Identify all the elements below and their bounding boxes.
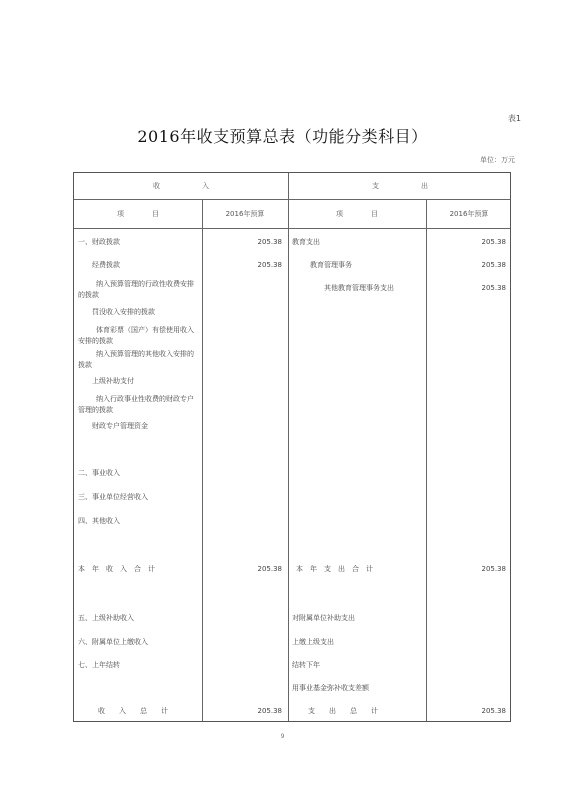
- grand-expense-label: 支 出 总 计: [308, 707, 378, 715]
- expense-item-header: 项 目: [336, 210, 378, 218]
- income-row-label: 四、其他收入: [78, 517, 120, 525]
- unit-label: 单位：万元: [480, 156, 515, 164]
- grand-expense-value: 205.38: [481, 707, 506, 715]
- income-row-label: 纳入预算管理的其他收入安排的拨款: [78, 350, 194, 369]
- income-row-label: 二、事业收入: [78, 469, 120, 477]
- lower-expense-label: 对附属单位补助支出: [292, 614, 355, 622]
- lower-income-label: 七、上年结转: [78, 661, 120, 669]
- expense-row-label: 教育支出: [292, 238, 320, 246]
- expense-row-value: 205.38: [481, 238, 506, 246]
- expense-row-label: 其他教育管理事务支出: [324, 284, 394, 292]
- expense-row-value: 205.38: [481, 284, 506, 292]
- page-title: 2016年收支预算总表（功能分类科目）: [137, 127, 428, 146]
- lower-expense-label: 上缴上级支出: [292, 638, 334, 646]
- income-row-label: 财政专户管理资金: [92, 422, 148, 430]
- income-header: 收 入: [153, 182, 209, 190]
- income-row-value: 205.38: [257, 261, 282, 269]
- income-row-label: 上级补助支付: [92, 377, 134, 385]
- income-row-label: 三、事业单位经营收入: [78, 493, 148, 501]
- income-row-label: 体育彩票（国产）有偿使用收入安排的拨款: [78, 326, 194, 345]
- expense-budget-header: 2016年预算: [449, 210, 489, 218]
- income-row-label: 纳入行政事业性收费的财政专户管理的拨款: [78, 395, 194, 414]
- total-expense-value: 205.38: [481, 565, 506, 573]
- lower-expense-label: 结转下年: [292, 661, 320, 669]
- expense-row-label: 教育管理事务: [310, 261, 352, 269]
- income-item-header: 项 目: [117, 210, 159, 218]
- lower-income-label: 五、上级补助收入: [78, 614, 134, 622]
- total-income-value: 205.38: [257, 565, 282, 573]
- lower-expense-label: 用事业基金弥补收支差额: [292, 684, 369, 692]
- budget-table: [73, 172, 511, 722]
- income-budget-header: 2016年预算: [225, 210, 265, 218]
- income-row-value: 205.38: [257, 238, 282, 246]
- income-row-label: 经费拨款: [92, 261, 120, 269]
- income-row-label: 纳入预算管理的行政性收费安排的拨款: [78, 280, 194, 299]
- expense-header: 支 出: [372, 182, 428, 190]
- lower-income-label: 六、附属单位上缴收入: [78, 638, 148, 646]
- table-number-label: 表1: [507, 114, 521, 123]
- page-number: 9: [280, 733, 285, 740]
- grand-income-value: 205.38: [257, 707, 282, 715]
- total-income-label: 本 年 收 入 合 计: [78, 565, 155, 573]
- expense-row-value: 205.38: [481, 261, 506, 269]
- income-row-label: 罚没收入安排的拨款: [92, 308, 155, 316]
- total-expense-label: 本 年 支 出 合 计: [296, 565, 373, 573]
- grand-income-label: 收 入 总 计: [98, 707, 168, 715]
- income-row-label: 一、财政拨款: [78, 238, 120, 246]
